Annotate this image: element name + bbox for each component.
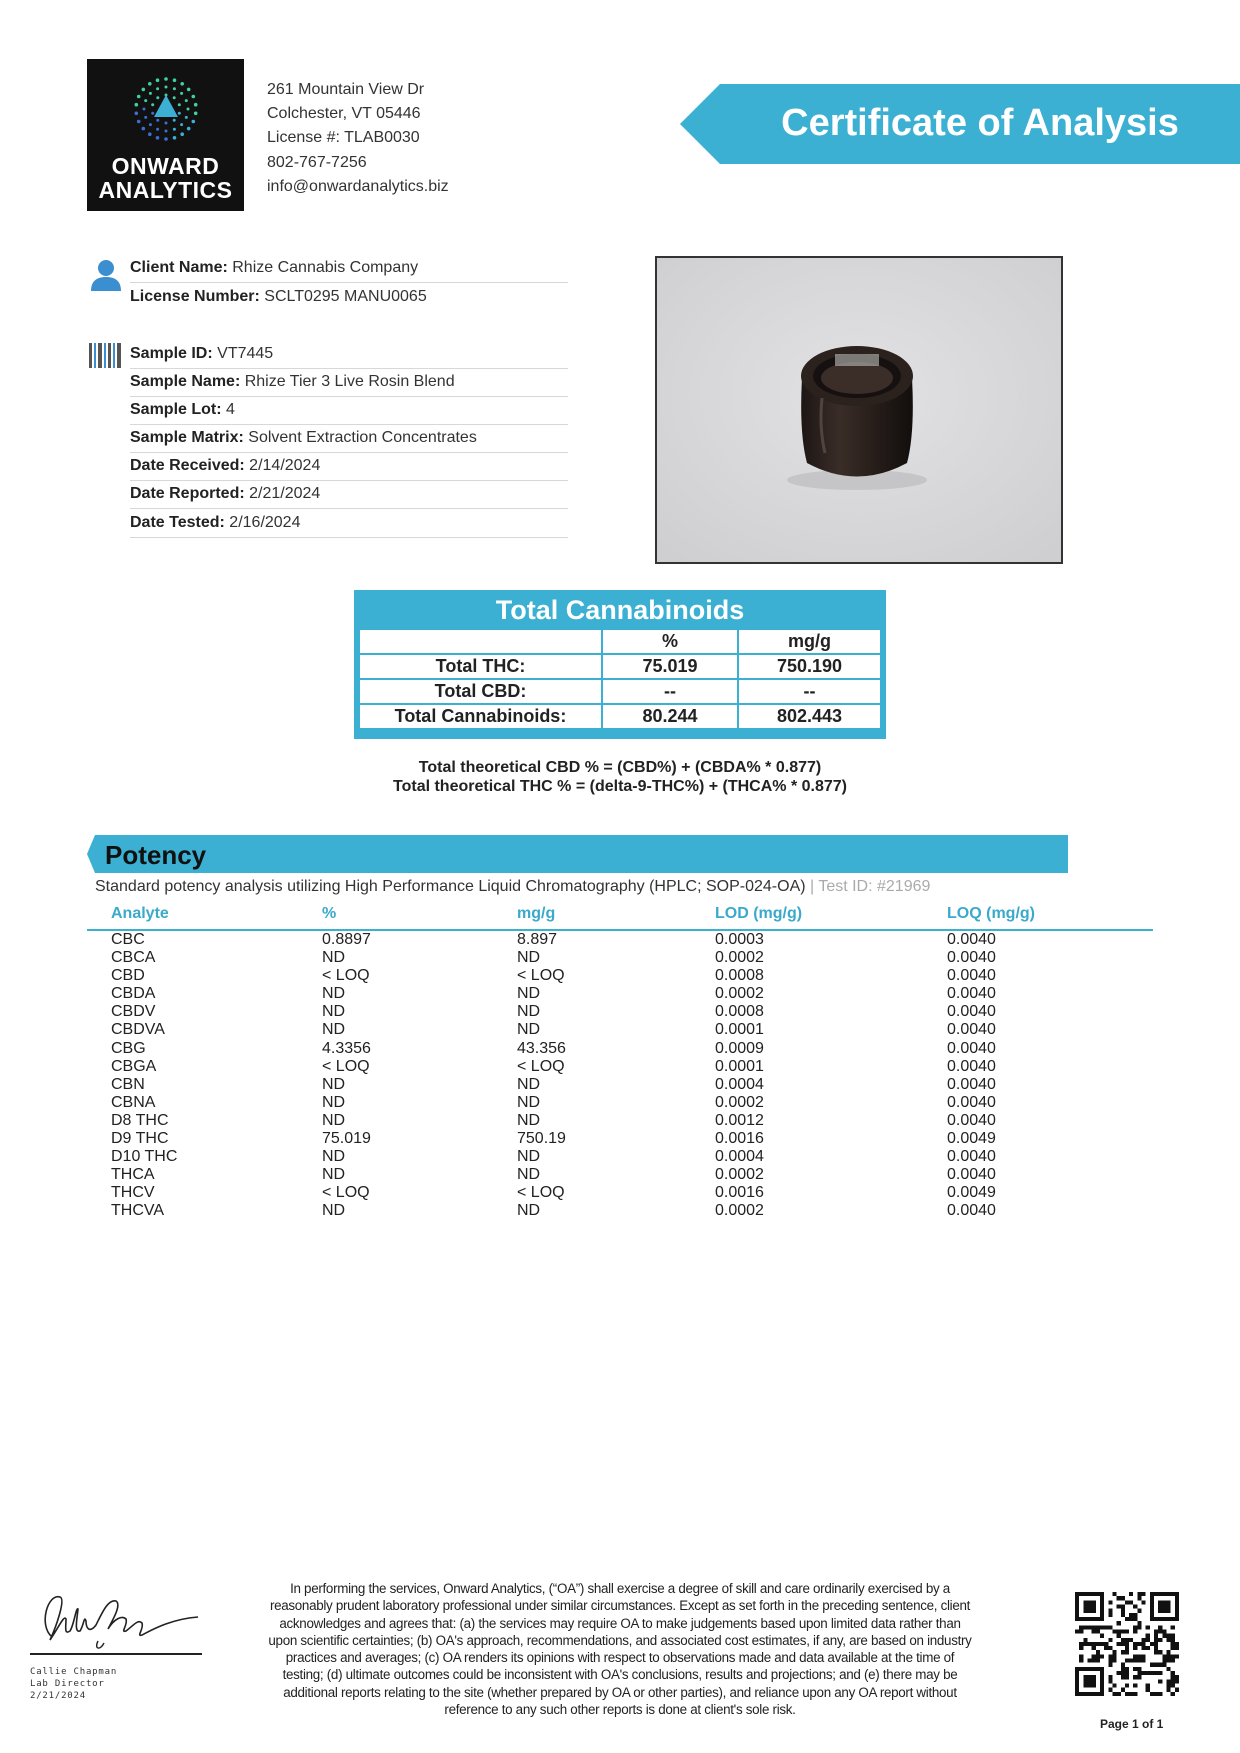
analyte-cell: D10 THC	[111, 1148, 178, 1166]
sample-info-label: Sample Lot:	[130, 401, 222, 418]
analyte-cell: D8 THC	[111, 1111, 169, 1129]
potency-header-bar	[87, 835, 1068, 873]
loq-cell: 0.0040	[947, 1093, 996, 1111]
lod-cell: 0.0001	[715, 1057, 764, 1075]
sample-info-row	[130, 510, 568, 538]
percent-cell: ND	[322, 1202, 346, 1220]
address-email: info@onwardanalytics.biz	[267, 177, 449, 195]
table-row	[87, 1112, 1153, 1130]
table-row	[87, 1021, 1153, 1039]
total-cannabinoids-table	[354, 590, 886, 739]
percent-cell: ND	[322, 985, 346, 1003]
sample-info-value: Rhize Tier 3 Live Rosin Blend	[244, 373, 455, 390]
sample-info-value: 2/21/2024	[249, 485, 321, 502]
sample-info-row	[130, 481, 568, 509]
percent-cell: ND	[322, 1075, 346, 1093]
table-row	[87, 1184, 1153, 1202]
lod-cell: 0.0001	[715, 1021, 764, 1039]
coa-banner	[680, 84, 1240, 164]
table-row	[87, 931, 1153, 949]
mgg-cell: ND	[517, 1166, 541, 1184]
analyte-cell: D9 THC	[111, 1130, 169, 1148]
formula-thc: Total theoretical THC % = (delta-9-THC%) + (THCA% * 0.877)	[393, 778, 847, 795]
sample-info-value: VT7445	[217, 345, 274, 362]
address-line: 802-767-7256	[267, 153, 367, 171]
address-line: 261 Mountain View Dr	[267, 81, 425, 98]
column-header-analyte: Analyte	[111, 905, 169, 922]
loq-cell: 0.0040	[947, 1202, 996, 1220]
logo-dots-icon	[125, 73, 207, 151]
table-row	[87, 1003, 1153, 1021]
percent-cell: ND	[322, 1003, 346, 1021]
table-row	[87, 1166, 1153, 1184]
table-row	[87, 1130, 1153, 1148]
table-row	[87, 1058, 1153, 1076]
mgg-cell: ND	[517, 985, 541, 1003]
percent-cell: ND	[322, 1166, 346, 1184]
column-header-percent: %	[322, 905, 337, 922]
lod-cell: 0.0012	[715, 1111, 764, 1129]
address-line: Colchester, VT 05446	[267, 105, 421, 123]
sample-info-label: Date Reported:	[130, 485, 245, 502]
potency-description	[95, 878, 930, 896]
potency-title: Potency	[105, 840, 207, 870]
table-row	[359, 704, 881, 729]
percent-cell: 4.3356	[322, 1039, 371, 1057]
mgg-cell: ND	[517, 1111, 541, 1129]
jar-image	[657, 258, 1061, 562]
analyte-cell: CBCA	[111, 949, 156, 967]
percent-cell: < LOQ	[322, 967, 370, 985]
client-name-value: Rhize Cannabis Company	[232, 259, 419, 276]
signatory-title: Lab Director	[30, 1679, 105, 1689]
lod-cell: 0.0002	[715, 1166, 764, 1184]
page-number: Page 1 of 1	[1100, 1717, 1164, 1731]
license-number-value: SCLT0295 MANU0065	[264, 288, 427, 305]
table-header-row	[359, 629, 881, 654]
signatory-name: Callie Chapman	[30, 1667, 118, 1677]
signatory-info	[30, 1666, 117, 1702]
disclaimer-line: reference to any such other reports is done at client's sole risk.	[444, 1702, 796, 1718]
loq-cell: 0.0040	[947, 1148, 996, 1166]
mgg-cell: < LOQ	[517, 1184, 565, 1202]
sample-info-value: 2/16/2024	[229, 514, 301, 531]
sample-info-row	[130, 369, 568, 397]
sample-photo	[655, 256, 1063, 564]
license-number-label: License Number:	[130, 288, 260, 305]
qr-code-icon[interactable]	[1075, 1592, 1179, 1696]
mgg-cell: 43.356	[517, 1039, 566, 1057]
analyte-cell: CBDA	[111, 985, 156, 1003]
mgg-cell: ND	[517, 1075, 541, 1093]
mgg-cell: 8.897	[517, 931, 558, 948]
loq-cell: 0.0040	[947, 949, 996, 967]
percent-cell: ND	[322, 1148, 346, 1166]
analyte-cell: CBNA	[111, 1093, 156, 1111]
client-name-row	[130, 255, 568, 283]
lod-cell: 0.0004	[715, 1148, 764, 1166]
percent-cell: ND	[322, 949, 346, 967]
address-line: License #: TLAB0030	[267, 129, 420, 147]
sample-info-value: Solvent Extraction Concentrates	[248, 429, 477, 446]
potency-method: Standard potency analysis utilizing High Performance Liquid Chromatography (HPLC; SOP-024-OA)	[95, 878, 806, 895]
percent-cell: < LOQ	[322, 1057, 370, 1075]
total-cannabinoids-grid	[358, 628, 882, 730]
table-row	[87, 1076, 1153, 1094]
percent-cell: 0.8897	[322, 931, 371, 948]
analyte-cell: THCA	[111, 1166, 155, 1184]
header-cell: %	[602, 629, 738, 654]
row-label: Total THC:	[359, 654, 602, 679]
disclaimer-line: In performing the services, Onward Analytics, (“OA”) shall exercise a degree of skill and care ordinarily exercised by a	[290, 1581, 950, 1596]
license-number-row	[130, 284, 568, 311]
percent-cell: < LOQ	[322, 1184, 370, 1202]
potency-bar-shape	[87, 835, 1068, 873]
mgg-cell: ND	[517, 1148, 541, 1166]
table-row	[87, 1094, 1153, 1112]
potency-table-body	[87, 931, 1153, 1221]
disclaimer-line: upon scientific certainties; (b) OA's approach, recommendations, and associated cost estimates, if any, are based on industry	[268, 1632, 972, 1648]
mgg-cell: 750.19	[517, 1130, 566, 1148]
row-label: Total Cannabinoids:	[359, 704, 602, 729]
row-percent: 80.244	[602, 704, 738, 729]
row-mgg: 802.443	[738, 704, 881, 729]
potency-table-header	[87, 905, 1153, 931]
loq-cell: 0.0040	[947, 1021, 996, 1039]
disclaimer-line: acknowledges and agrees that: (a) the services may require OA to make judgements based upon limited data rather than	[279, 1615, 961, 1631]
potency-test-id: | Test ID: #21969	[805, 878, 931, 895]
lod-cell: 0.0008	[715, 1003, 764, 1021]
analyte-cell: CBDV	[111, 1003, 156, 1021]
sample-info-row	[130, 397, 568, 425]
column-header-mgg: mg/g	[517, 905, 556, 922]
mgg-cell: ND	[517, 1021, 541, 1039]
loq-cell: 0.0040	[947, 1003, 996, 1021]
banner-title: Certificate of Analysis	[781, 102, 1179, 144]
mgg-cell: < LOQ	[517, 967, 565, 985]
table-row	[87, 985, 1153, 1003]
total-cannabinoids-title: Total Cannabinoids	[495, 595, 745, 625]
disclaimer-line: reasonably prudent laboratory professional under similar circumstances. Except as set forth in the preceding sentence, client	[269, 1598, 971, 1614]
loq-cell: 0.0040	[947, 1075, 996, 1093]
percent-cell: ND	[322, 1111, 346, 1129]
analyte-cell: THCVA	[111, 1202, 165, 1220]
sample-info-row	[130, 425, 568, 453]
table-row	[87, 949, 1153, 967]
disclaimer-line: testing; (d) ultimate outcomes could be inconsistent with OA's conclusions, results and projections; and (e) there may be	[282, 1667, 958, 1683]
header-cell	[359, 629, 602, 654]
lod-cell: 0.0002	[715, 1093, 764, 1111]
loq-cell: 0.0040	[947, 1166, 996, 1184]
loq-cell: 0.0040	[947, 1111, 996, 1129]
sample-info-row	[130, 341, 568, 369]
person-icon	[89, 258, 123, 292]
disclaimer-line: additional reports relating to the site (whether prepared by OA or other parties), and reliance upon any OA report without	[283, 1684, 957, 1700]
mgg-cell: ND	[517, 949, 541, 967]
lod-cell: 0.0002	[715, 985, 764, 1003]
sample-info-value: 2/14/2024	[249, 457, 321, 474]
percent-cell: 75.019	[322, 1130, 371, 1148]
column-header-loq: LOQ (mg/g)	[947, 905, 1035, 922]
lod-cell: 0.0016	[715, 1130, 764, 1148]
disclaimer-line: practices and averages; (c) OA renders its opinions with respect to observations made and data available at the time of	[285, 1650, 955, 1666]
analyte-cell: CBC	[111, 931, 145, 948]
table-row	[87, 967, 1153, 985]
lod-cell: 0.0002	[715, 949, 764, 967]
sample-info-label: Date Tested:	[130, 514, 225, 531]
column-header-lod: LOD (mg/g)	[715, 905, 803, 922]
table-row	[359, 654, 881, 679]
sample-info-label: Date Received:	[130, 457, 245, 474]
analyte-cell: CBG	[111, 1039, 146, 1057]
analyte-cell: CBGA	[111, 1057, 157, 1075]
signature	[30, 1585, 205, 1653]
lod-cell: 0.0004	[715, 1075, 764, 1093]
analyte-cell: CBN	[111, 1075, 145, 1093]
lod-cell: 0.0002	[715, 1202, 764, 1220]
loq-cell: 0.0040	[947, 967, 996, 985]
row-percent: 75.019	[602, 654, 738, 679]
loq-cell: 0.0040	[947, 931, 996, 948]
lod-cell: 0.0008	[715, 967, 764, 985]
signature-line	[30, 1653, 202, 1655]
analyte-cell: THCV	[111, 1184, 155, 1202]
loq-cell: 0.0049	[947, 1130, 996, 1148]
lod-cell: 0.0009	[715, 1039, 764, 1057]
row-percent: --	[602, 679, 738, 704]
formula-cbd: Total theoretical CBD % = (CBD%) + (CBDA% * 0.877)	[418, 759, 822, 776]
analyte-cell: CBD	[111, 967, 145, 985]
table-row	[359, 679, 881, 704]
loq-cell: 0.0040	[947, 1039, 996, 1057]
header-cell: mg/g	[738, 629, 881, 654]
percent-cell: ND	[322, 1093, 346, 1111]
lod-cell: 0.0003	[715, 931, 764, 948]
mgg-cell: < LOQ	[517, 1057, 565, 1075]
loq-cell: 0.0040	[947, 1057, 996, 1075]
row-mgg: --	[738, 679, 881, 704]
row-mgg: 750.190	[738, 654, 881, 679]
logo-text-analytics: ANALYTICS	[98, 177, 233, 203]
sample-info-value: 4	[226, 401, 235, 418]
loq-cell: 0.0040	[947, 985, 996, 1003]
logo-text-onward: ONWARD	[111, 153, 220, 179]
mgg-cell: ND	[517, 1202, 541, 1220]
table-row	[87, 1040, 1153, 1058]
mgg-cell: ND	[517, 1093, 541, 1111]
analyte-cell: CBDVA	[111, 1021, 165, 1039]
onward-analytics-logo	[87, 59, 244, 211]
sample-info-row	[130, 453, 568, 481]
lod-cell: 0.0016	[715, 1184, 764, 1202]
percent-cell: ND	[322, 1021, 346, 1039]
lab-address	[267, 78, 449, 199]
table-row	[87, 1148, 1153, 1166]
table-row	[87, 1202, 1153, 1220]
barcode-icon	[89, 343, 123, 368]
mgg-cell: ND	[517, 1003, 541, 1021]
legal-disclaimer	[225, 1580, 1015, 1718]
sample-info-label: Sample ID:	[130, 345, 213, 362]
client-name-label: Client Name:	[130, 259, 228, 276]
row-label: Total CBD:	[359, 679, 602, 704]
sample-info-label: Sample Name:	[130, 373, 241, 390]
loq-cell: 0.0049	[947, 1184, 996, 1202]
signatory-date: 2/21/2024	[30, 1691, 86, 1701]
sample-info-label: Sample Matrix:	[130, 429, 244, 446]
